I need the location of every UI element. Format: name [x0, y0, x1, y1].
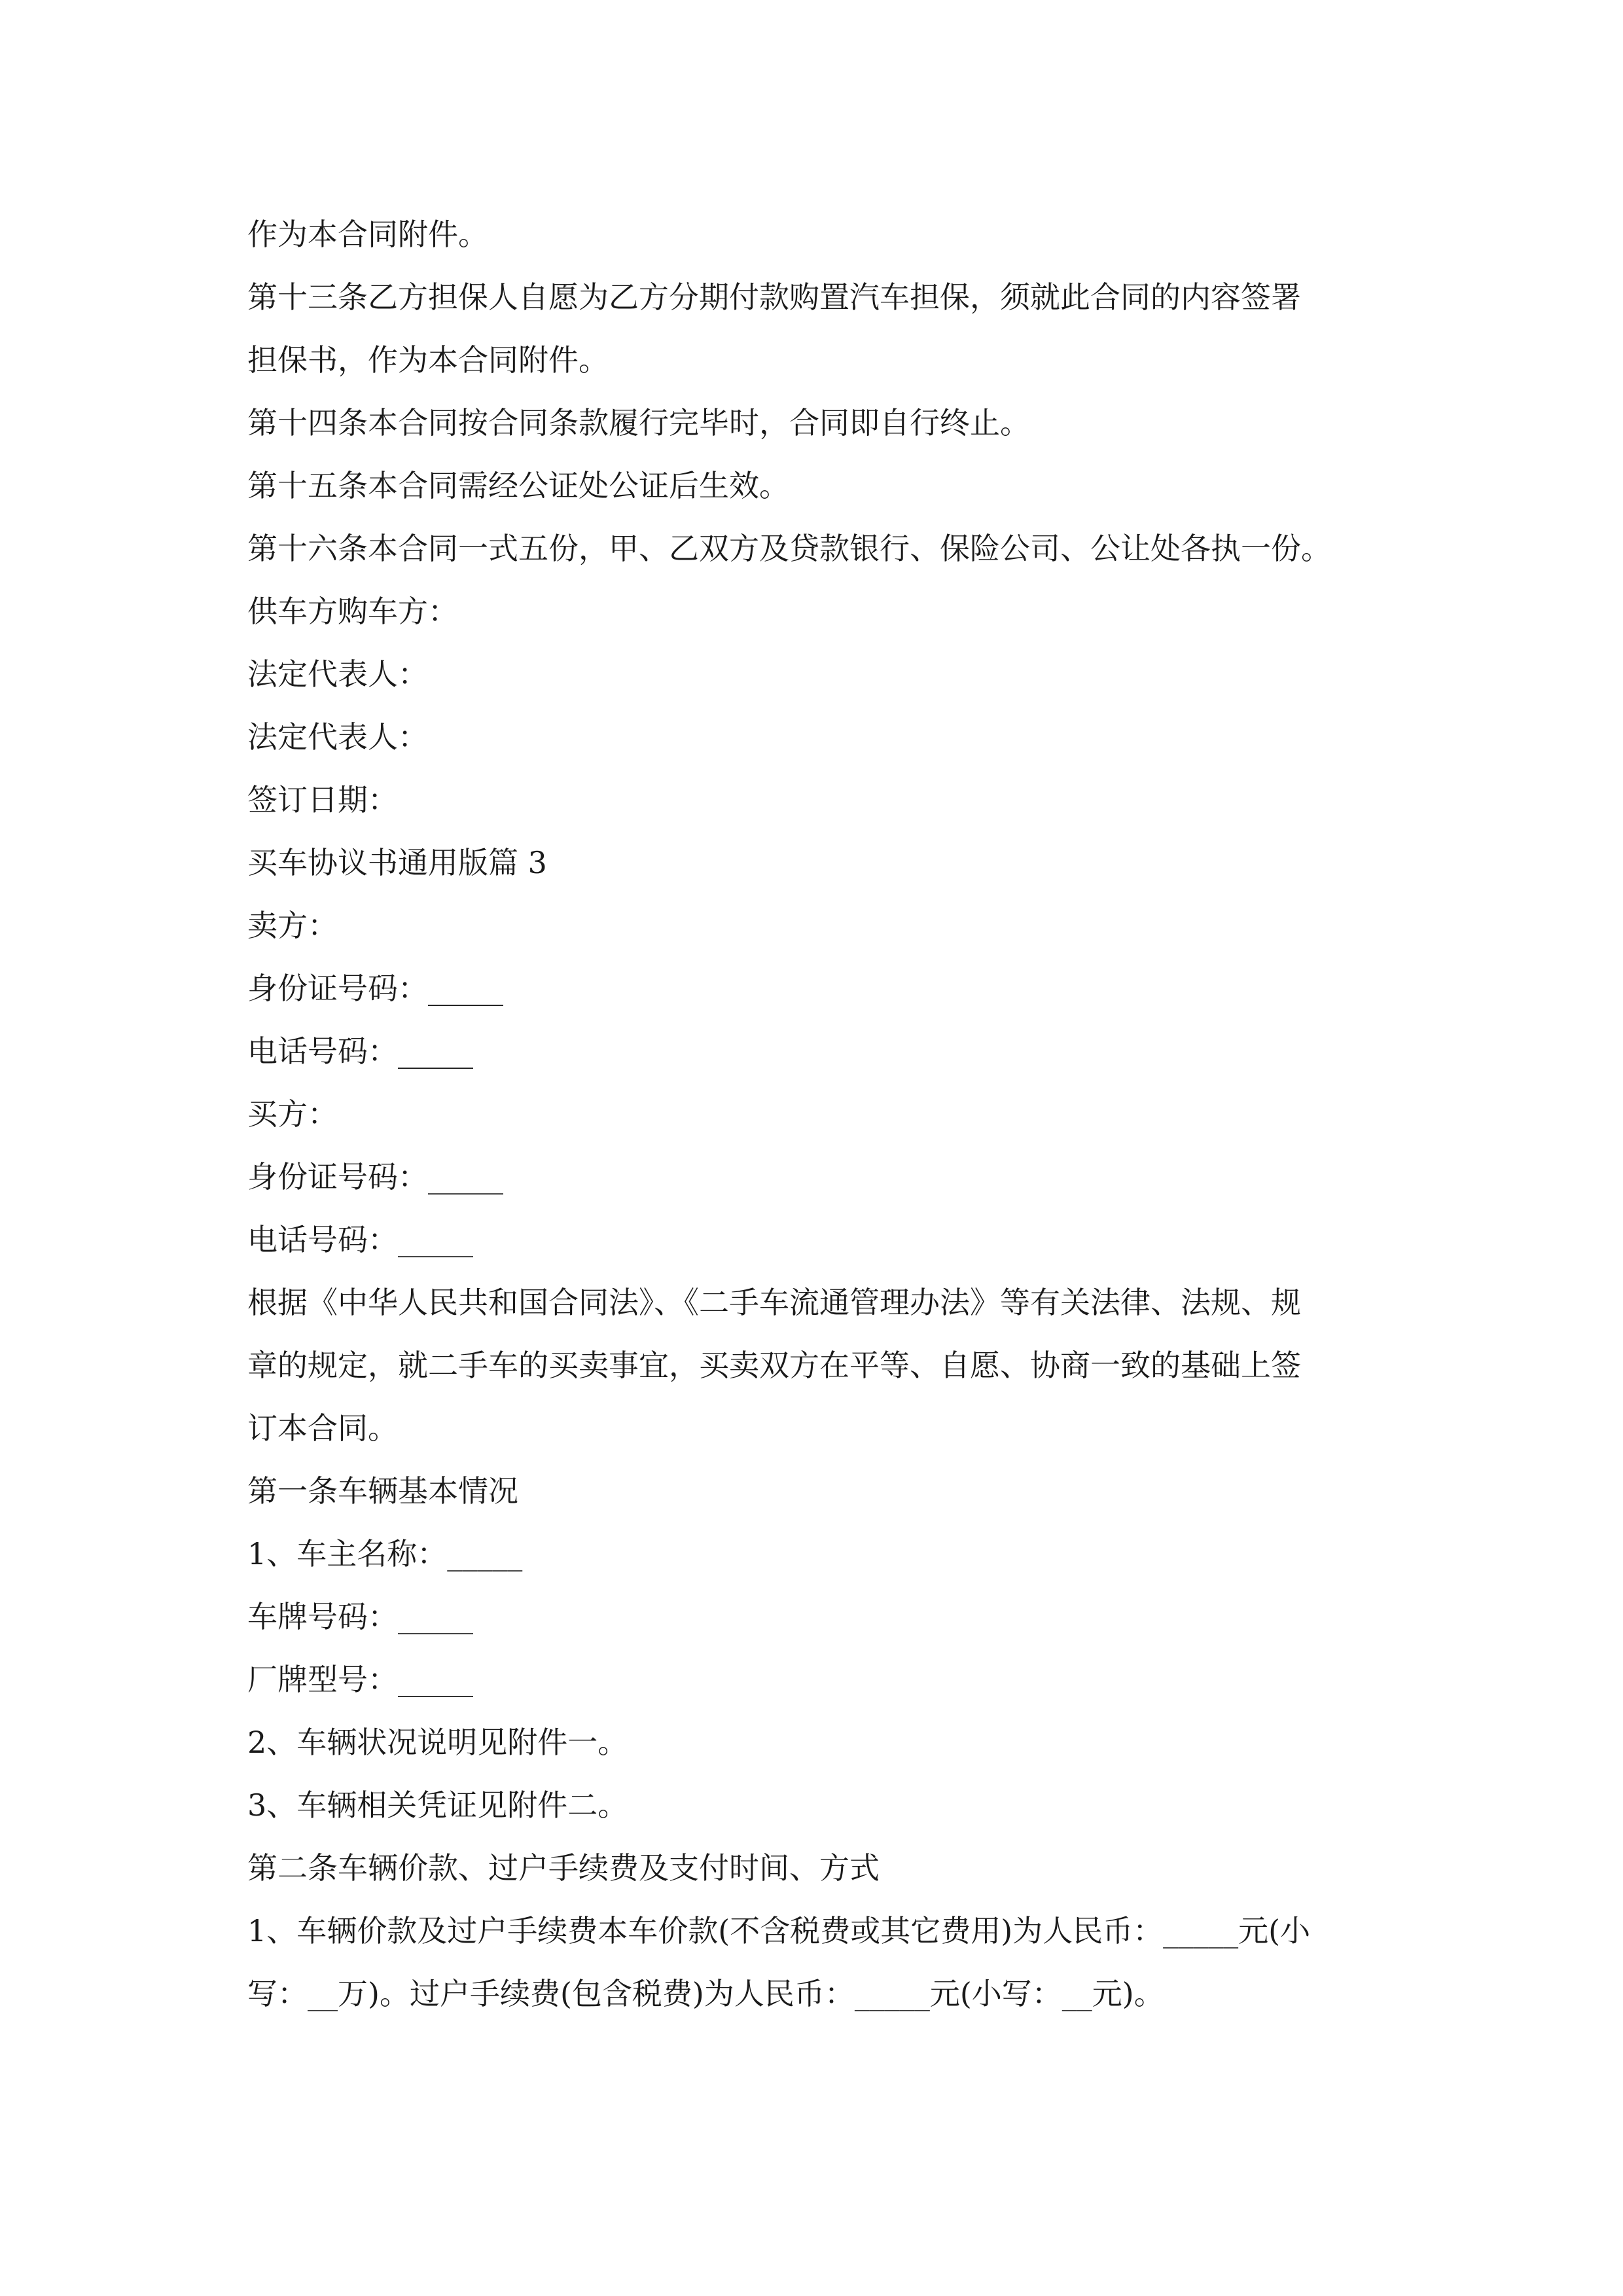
text-line: 身份证号码：_____	[247, 971, 503, 1006]
text-line: 2、车辆状况说明见附件一。	[247, 1725, 628, 1760]
text-line: 第二条车辆价款、过户手续费及支付时间、方式	[247, 1850, 880, 1886]
text-line: 第十五条本合同需经公证处公证后生效。	[247, 468, 789, 503]
document-body	[247, 203, 1406, 2025]
text-line: 电话号码：_____	[247, 1222, 473, 1257]
text-line: 根据《中华人民共和国合同法》、《二手车流通管理办法》等有关法律、法规、规	[247, 1285, 1301, 1320]
text-line: 供车方购车方：	[247, 594, 458, 629]
text-line: 第十四条本合同按合同条款履行完毕时，合同即自行终止。	[247, 405, 1030, 440]
text-line: 车牌号码：_____	[247, 1599, 473, 1634]
section-title: 买车协议书通用版篇 3	[247, 845, 547, 880]
text-line: 1、车辆价款及过户手续费本车价款(不含税费或其它费用)为人民币：_____元(小	[247, 1913, 1311, 1948]
text-line: 厂牌型号：_____	[247, 1662, 473, 1697]
text-line: 第一条车辆基本情况	[247, 1473, 518, 1509]
text-line: 第十三条乙方担保人自愿为乙方分期付款购置汽车担保，须就此合同的内容签署	[247, 279, 1301, 315]
text-line: 章的规定，就二手车的买卖事宜，买卖双方在平等、自愿、协商一致的基础上签	[247, 1348, 1301, 1383]
text-line: 第十六条本合同一式五份，甲、乙双方及贷款银行、保险公司、公让处各执一份。	[247, 531, 1331, 566]
text-line: 签订日期：	[247, 782, 398, 817]
text-line: 写：__万)。过户手续费(包含税费)为人民币：_____元(小写：__元)。	[247, 1976, 1164, 2011]
text-line: 法定代表人：	[247, 719, 428, 755]
text-line: 卖方：	[247, 908, 338, 943]
text-line: 3、车辆相关凭证见附件二。	[247, 1787, 628, 1823]
text-line: 买方：	[247, 1096, 338, 1132]
text-line: 电话号码：_____	[247, 1033, 473, 1069]
text-line: 1、车主名称：_____	[247, 1536, 523, 1571]
text-line: 作为本合同附件。	[247, 217, 488, 252]
text-line: 订本合同。	[247, 1410, 398, 1446]
text-line: 担保书，作为本合同附件。	[247, 342, 609, 378]
text-line: 身份证号码：_____	[247, 1159, 503, 1194]
text-line: 法定代表人：	[247, 656, 428, 692]
